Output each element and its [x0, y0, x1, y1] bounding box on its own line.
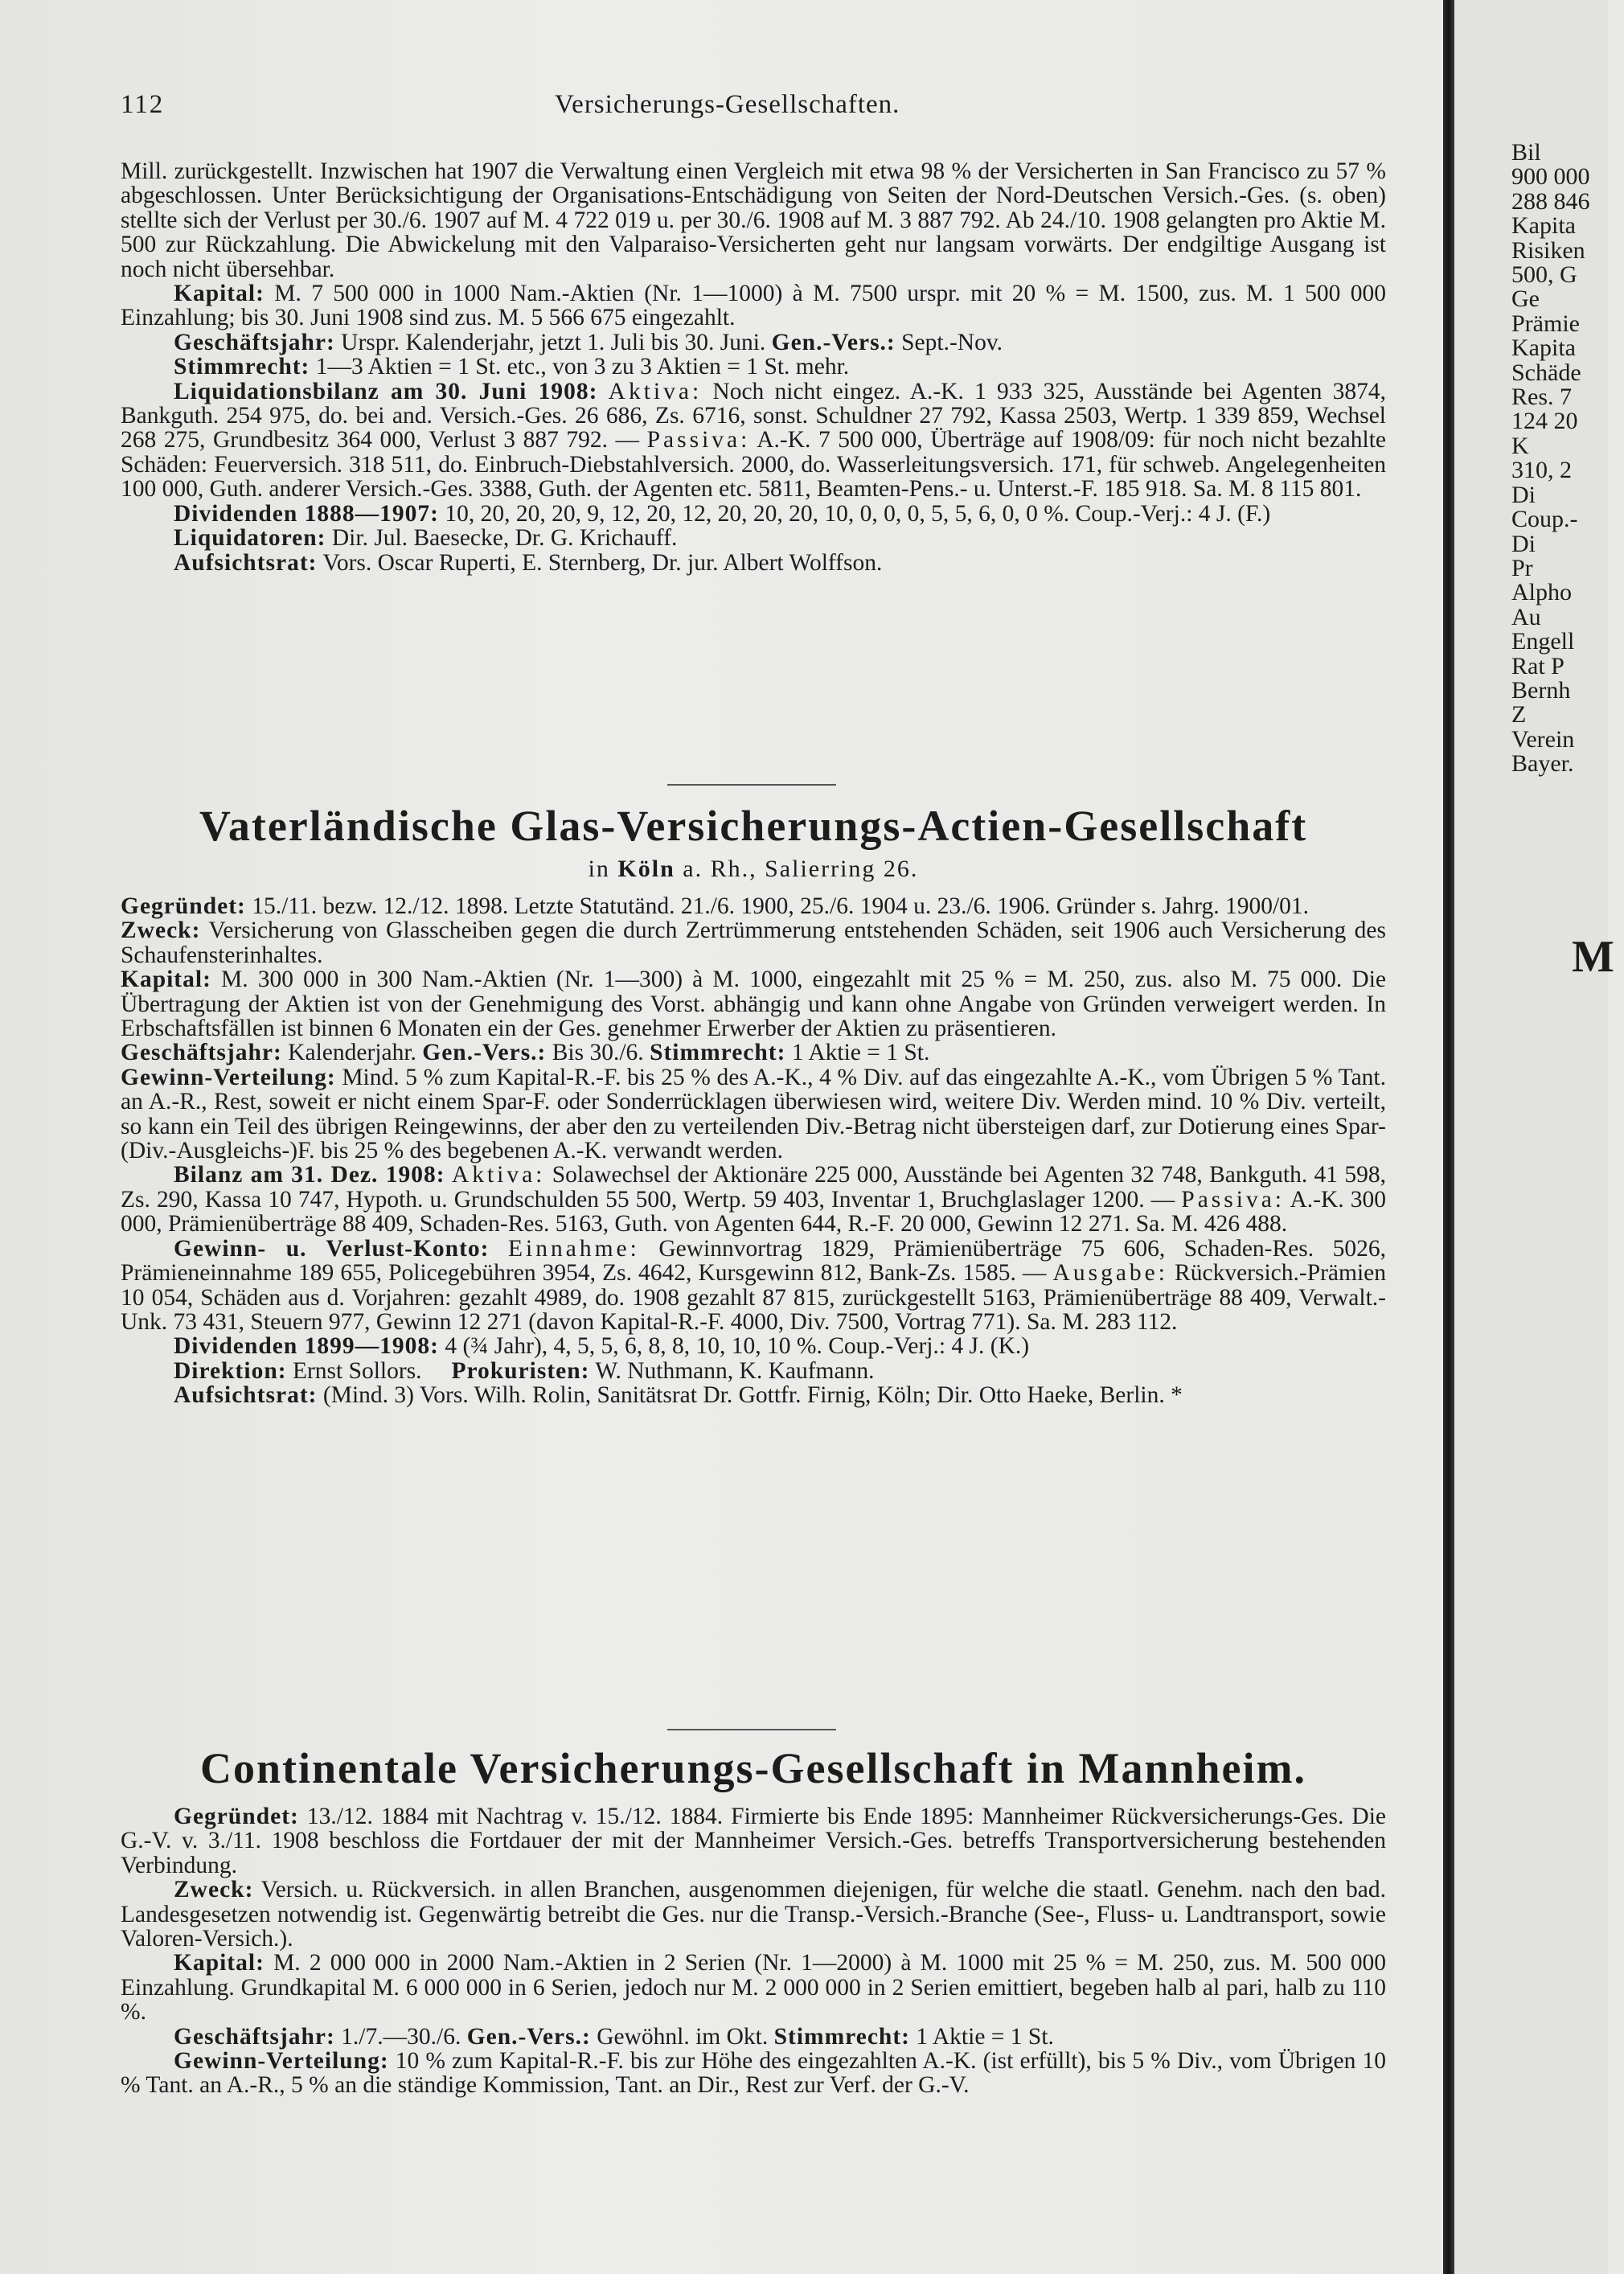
previous-entry-stimmrecht: [121, 355, 1386, 379]
kapital-text: M. 2 000 000 in 2000 Nam.-Aktien in 2 Serien (Nr. 1—2000) à M. 1000 mit 25 % = M. 250, zus. M. 500 000 Einzahlung. Grundkapital M. 6 000 000 in 6 Serien, jedoch nur M. 2 000 000 in 2 Serien emittiert, begeben halb al pari, halb zu 110 %.: [121, 1950, 1386, 2026]
kapital-label: Kapital:: [174, 281, 265, 307]
gv-label: Gen.-Vers.:: [422, 1040, 547, 1066]
bilanz-label: Bilanz am 31. Dez. 1908:: [174, 1162, 445, 1188]
kapital-text: M. 300 000 in 300 Nam.-Aktien (Nr. 1—300) à M. 1000, eingezahlt mit 25 % = M. 250, zus. also M. 75 000. Die Übertragung der Aktien ist von der Genehmigung des Vorst. abhängig und kann ohne Angabe von Gründen verweigert werden. In Erbschaftsfällen ist binnen 6 Monaten ein der Ges. genehmer Erwerber der Aktien zu präsentieren.: [121, 967, 1387, 1042]
page-header: [121, 90, 1383, 130]
entry1-dividenden: [121, 1334, 1386, 1358]
stimm-text: 1—3 Aktien = 1 St. etc., von 3 zu 3 Aktien = 1 St. mehr.: [315, 354, 850, 380]
adjacent-page-text-fragments: Bil 900 000 288 846 Kapita Risiken 500, G Ge Prämie Kapita Schäde Res. 7 124 20 K 310, 2 Di Coup.- Di Pr Alpho Au Engell Rat P Bernh Z Verein Bayer.: [1511, 139, 1590, 778]
ar-text: Vors. Oscar Ruperti, E. Sternberg, Dr. jur. Albert Wolffson.: [322, 549, 883, 576]
gv-text: Bis 30./6.: [552, 1040, 644, 1066]
entry1-body: [121, 894, 1386, 1408]
stimm-text: 1 Aktie = 1 St.: [791, 1040, 930, 1066]
entry1-kapital: [121, 967, 1386, 1041]
entry1-guv: [121, 1237, 1386, 1335]
ar-text: (Mind. 3) Vors. Wilh. Rolin, Sanitätsrat Dr. Gottfr. Firnig, Köln; Dir. Otto Haeke, Berlin. *: [322, 1382, 1183, 1409]
previous-entry-paragraph: Mill. zurückgestellt. Inzwischen hat 1907 die Verwaltung einen Vergleich mit etwa 98 % der Versicherten in San Francisco zu 57 % abgeschlossen. Unter Berücksichtigung der Organisations-Entschädigung von Seiten der Nord-Deutschen Versich.-Ges. (s. oben) stellte sich der Verlust per 30./6. 1907 auf M. 4 722 019 u. per 30./6. 1908 auf M. 3 887 792. Ab 24./10. 1908 gelangten pro Aktie M. 500 zur Rückzahlung. Die Abwickelung mit den Valparaiso-Versicherten geht nur langsam vorwärts. Der endgiltige Ausgang ist noch nicht übersehbar.: [121, 158, 1386, 282]
section-divider: [667, 1729, 836, 1730]
previous-entry-liquidatoren: [121, 526, 1386, 550]
previous-entry: [121, 159, 1386, 575]
section-divider: [667, 784, 836, 786]
entry1-gegruendet: [121, 894, 1386, 918]
gv-text: Sept.-Nov.: [901, 329, 1003, 355]
gj-text: 1./7.—30./6.: [341, 2023, 461, 2050]
gewinn-text: 10 % zum Kapital-R.-F. bis zur Höhe des eingezahlten A.-K. (ist erfüllt), bis 5 % Div., vom Übrigen 10 % Tant. an A.-R., 5 % an die ständige Kommission, Tant. an Dir., Rest zur Verf. der G.-V.: [121, 2048, 1387, 2099]
stimm-label: Stimmrecht:: [773, 2023, 910, 2050]
entry1-aufsichtsrat: [121, 1383, 1386, 1407]
gj-text: Urspr. Kalenderjahr, jetzt 1. Juli bis 30. Juni.: [341, 329, 766, 355]
guv-text-ausgabe: Rückversich.-Prämien 10 054, Schäden aus d. Vorjahren: gezahlt 4989, do. 1908 gezahlt 87 815, zurückgestellt 5163, Prämienüberträge 88 409, Verwalt.-Unk. 73 431, Steuern 977, Gewinn 12 271 (davon Kapital-R.-F. 4000, Div. 7500, Vortrag 771). Sa. M. 283 112.: [121, 1260, 1387, 1335]
div-text: 4 (¾ Jahr), 4, 5, 5, 6, 8, 8, 10, 10, 10 %. Coup.-Verj.: 4 J. (K.): [445, 1333, 1030, 1360]
gegr-label: Gegründet:: [121, 893, 246, 919]
bilanz-passiva: Passiva:: [1181, 1186, 1285, 1213]
entry1-direktion: [121, 1359, 1386, 1383]
zweck-text: Versich. u. Rückversich. in allen Branchen, ausgenommen diejenigen, für welche die staatl. Genehm. nach den bad. Landesgesetzen notwendig ist. Gegenwärtig betreibt die Ges. nur die Transp.-Versich.-Branche (See-, Fluss- u. Landtransport, sowie Valoren-Versich.).: [121, 1877, 1387, 1952]
gv-label: Gen.-Vers.:: [466, 2023, 591, 2050]
zweck-text: Versicherung von Glasscheiben gegen die durch Zertrümmerung entstehenden Schäden, seit 1906 auch Versicherung des Schaufensterinhaltes.: [121, 917, 1386, 968]
gewinn-text: Mind. 5 % zum Kapital-R.-F. bis 25 % des A.-K., 4 % Div. auf das eingezahlte A.-K., vom Übrigen 5 % Tant. an A.-R., Rest, soweit er nicht einem Spar-F. oder Sonderrücklagen überwiesen wird, weitere Div. Werden mind. 10 % Div. verteilt, so kann ein Teil des übrigen Reingewinns, der aber den zu verteilenden Div.-Betrag nicht übersteigen darf, zur Dotierung eines Spar-(Div.-Ausgleichs-)F. bis 25 % des begebenen A.-K. verwandt werden.: [121, 1064, 1386, 1164]
kapital-label: Kapital:: [174, 1950, 265, 1976]
gj-label: Geschäftsjahr:: [174, 2023, 335, 2050]
bilanz-aktiva: Aktiva:: [451, 1162, 546, 1188]
liq-label: Liquidationsbilanz am 30. Juni 1908:: [174, 378, 598, 404]
entry1-geschaeftsjahr: [121, 1041, 1386, 1065]
guv-ausgabe: Ausgabe:: [1052, 1260, 1168, 1287]
bilanz-text-aktiva: Solawechsel der Aktionäre 225 000, Ausstände bei Agenten 32 748, Bankguth. 41 598, Zs. 290, Kassa 10 747, Hypoth. u. Grundschulden 55 500, Wertp. 59 403, Inventar 1, Bruchglaslager 1200. —: [121, 1162, 1387, 1213]
running-head: Versicherungs-Gesellschaften.: [555, 90, 900, 119]
stimm-text: 1 Aktie = 1 St.: [916, 2023, 1054, 2050]
zweck-label: Zweck:: [174, 1877, 254, 1903]
previous-entry-aufsichtsrat: [121, 551, 1386, 575]
gewinn-label: Gewinn-Verteilung:: [174, 2048, 389, 2075]
liq-passiva: Passiva:: [646, 427, 751, 454]
prok-label: Prokuristen:: [451, 1357, 590, 1384]
div-label: Dividenden 1899—1908:: [174, 1333, 439, 1360]
entry1-zweck: [121, 918, 1386, 967]
previous-entry-dividenden: [121, 502, 1386, 526]
stimm-label: Stimmrecht:: [650, 1040, 786, 1066]
guv-label: Gewinn- u. Verlust-Konto:: [174, 1235, 490, 1262]
liqu-label: Liquidatoren:: [174, 525, 326, 552]
gegr-text: 15./11. bezw. 12./12. 1898. Letzte Statutänd. 21./6. 1900, 25./6. 1904 u. 23./6. 1906. Gründer s. Jahrg. 1900/01.: [252, 893, 1310, 919]
entry-title-vaterlaendische: Vaterländische Glas-Versicherungs-Actien-Gesellschaft: [199, 802, 1308, 850]
kapital-label: Kapital:: [121, 967, 211, 993]
entry1-gewinn-verteilung: [121, 1065, 1386, 1164]
zweck-label: Zweck:: [121, 917, 201, 944]
gj-label: Geschäftsjahr:: [174, 329, 335, 355]
dir-text: Ernst Sollors.: [292, 1357, 422, 1384]
gj-label: Geschäftsjahr:: [121, 1040, 282, 1066]
entry2-geschaeftsjahr: [121, 2025, 1386, 2049]
liq-aktiva: Aktiva:: [608, 378, 703, 404]
location-city: Köln: [617, 856, 675, 882]
entry1-bilanz: [121, 1163, 1386, 1236]
gj-text: Kalenderjahr.: [288, 1040, 416, 1066]
div-text: 10, 20, 20, 20, 9, 12, 20, 12, 20, 20, 20, 10, 0, 0, 0, 5, 5, 6, 0, 0 %. Coup.-Verj.: 4 J. (F.): [445, 500, 1271, 527]
book-gutter: [1443, 0, 1454, 2274]
entry2-body: [121, 1804, 1386, 2098]
ar-label: Aufsichtsrat:: [174, 1382, 318, 1409]
gv-label: Gen.-Vers.:: [771, 329, 896, 355]
liq-text-aktiva: Noch nicht eingez. A.-K. 1 933 325, Ausstände bei Agenten 3874, Bankguth. 254 975, do. bei and. Versich.-Ges. 26 686, Zs. 6716, sonst. Schuldner 27 792, Kassa 2503, Wertp. 1 339 859, Wechsel 268 275, Grundbesitz 364 000, Verlust 3 887 792. —: [121, 378, 1387, 454]
adjacent-page-heading-fragment: M: [1572, 932, 1614, 982]
previous-entry-geschaeftsjahr: [121, 330, 1386, 355]
liqu-text: Dir. Jul. Baesecke, Dr. G. Krichauff.: [331, 525, 678, 552]
entry2-gegruendet: [121, 1804, 1386, 1878]
entry2-kapital: [121, 1951, 1386, 2024]
previous-entry-kapital: [121, 281, 1386, 330]
stimm-label: Stimmrecht:: [174, 354, 310, 380]
gegr-label: Gegründet:: [174, 1804, 299, 1829]
gegr-text: 13./12. 1884 mit Nachtrag v. 15./12. 1884. Firmierte bis Ende 1895: Mannheimer Rückversicherungs-Ges. Die G.-V. v. 3./11. 1908 beschloss die Fortdauer der mit der Mannheimer Versich.-Ges. betreffs Transportversicherung bestehenden Verbindung.: [121, 1804, 1387, 1878]
location-in: in: [588, 856, 610, 882]
div-label: Dividenden 1888—1907:: [174, 500, 439, 527]
entry2-gewinn-verteilung: [121, 2049, 1386, 2098]
page-number: 112: [121, 90, 165, 119]
bilanz-text-passiva: A.-K. 300 000, Prämienüberträge 88 409, Schaden-Res. 5163, Guth. von Agenten 644, R.-F. 20 000, Gewinn 12 271. Sa. M. 426 488.: [121, 1186, 1386, 1238]
entry-location: [121, 856, 1386, 883]
ar-label: Aufsichtsrat:: [174, 549, 318, 576]
gewinn-label: Gewinn-Verteilung:: [121, 1064, 336, 1090]
guv-einnahme: Einnahme:: [508, 1235, 640, 1262]
prok-text: W. Nuthmann, K. Kaufmann.: [595, 1357, 875, 1384]
entry-title-continentale: Continentale Versicherungs-Gesellschaft in Mannheim.: [199, 1744, 1306, 1792]
gv-text: Gewöhnl. im Okt.: [597, 2023, 769, 2050]
previous-entry-liquidationsbilanz: [121, 380, 1386, 502]
location-address: a. Rh., Salierring 26.: [683, 856, 919, 882]
dir-label: Direktion:: [174, 1357, 287, 1384]
entry2-zweck: [121, 1878, 1386, 1951]
liq-text-passiva: A.-K. 7 500 000, Überträge auf 1908/09: für noch nicht bezahlte Schäden: Feuerversich. 318 511, do. Einbruch-Diebstahlversich. 2000, do. Wasserleitungsversich. 171, für schweb. Angelegenheiten 100 000, Guth. anderer Versich.-Ges. 3388, Guth. der Agenten etc. 5811, Beamten-Pens.- u. Unterst.-F. 185 918. Sa. M. 8 115 801.: [121, 427, 1387, 503]
kapital-text: M. 7 500 000 in 1000 Nam.-Aktien (Nr. 1—1000) à M. 7500 urspr. mit 20 % = M. 1500, zus. M. 1 500 000 Einzahlung; bis 30. Juni 1908 sind zus. M. 5 566 675 eingezahlt.: [121, 281, 1387, 331]
guv-text-einnahme: Gewinnvortrag 1829, Prämienüberträge 75 606, Schaden-Res. 5026, Prämieneinnahme 189 655, Policegebühren 3954, Zs. 4642, Kursgewinn 812, Bank-Zs. 1585. —: [121, 1235, 1387, 1287]
